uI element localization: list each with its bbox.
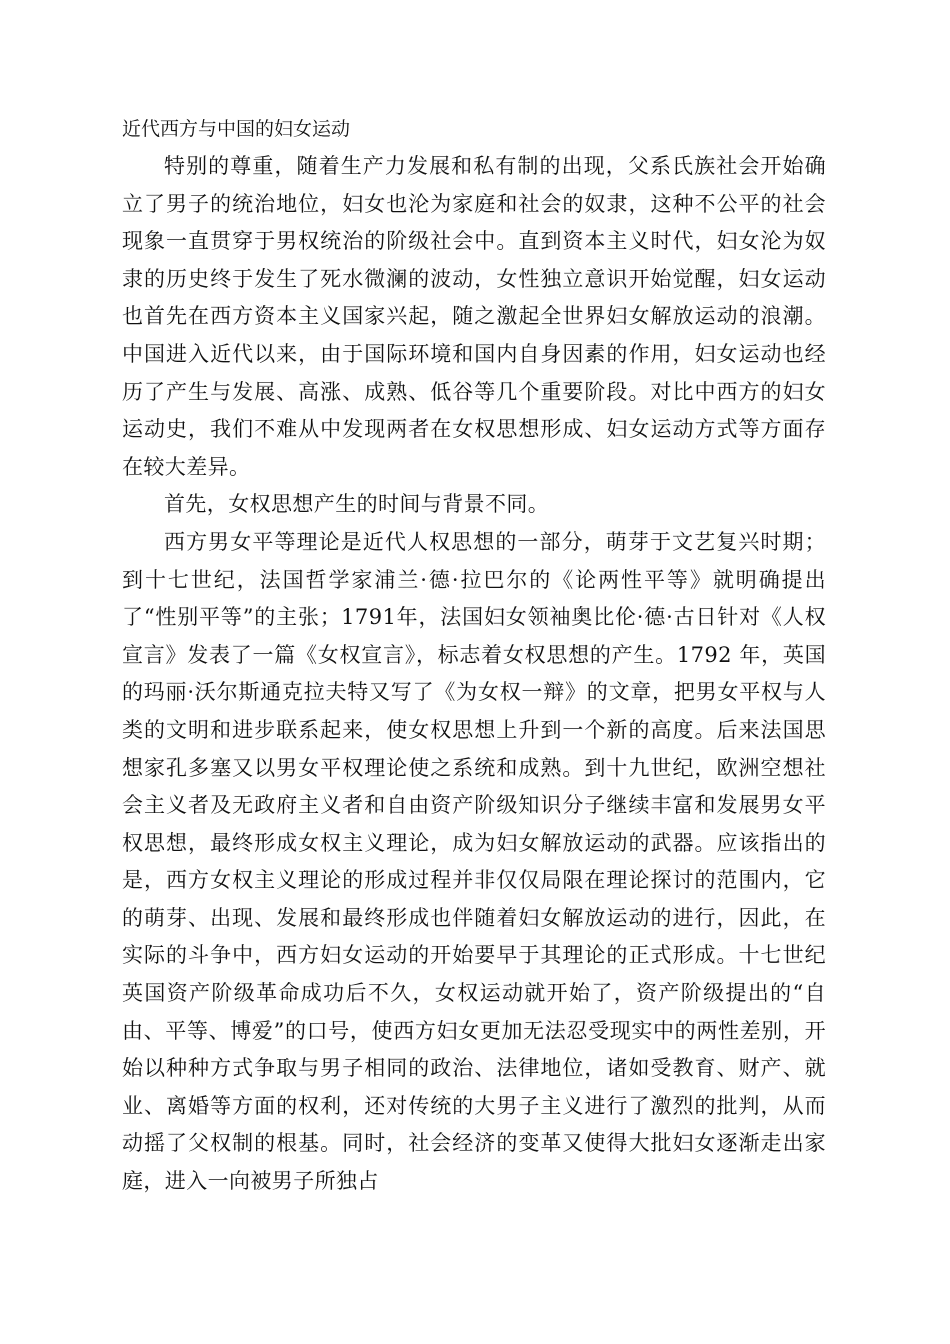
document-title: 近代西方与中国的妇女运动	[122, 118, 351, 140]
document-page	[122, 112, 826, 1201]
paragraph-intro: 特别的尊重，随着生产力发展和私有制的出现，父系氏族社会开始确立了男子的统治地位，妇女也沦为家庭和社会的奴隶，这种不公平的社会现象一直贯穿于男权统治的阶级社会中。直到资本主义时代，妇女沦为奴隶的历史终于发生了死水微澜的波动，女性独立意识开始觉醒，妇女运动也首先在西方资本主义国家兴起，随之激起全世界妇女解放运动的浪潮。中国进入近代以来，由于国际环境和国内自身因素的作用，妇女运动也经历了产生与发展、高涨、成熟、低谷等几个重要阶段。对比中西方的妇女运动史，我们不难从中发现两者在女权思想形成、妇女运动方式等方面存在较大差异。	[122, 154, 826, 479]
paragraph-heading-first: 首先，女权思想产生的时间与背景不同。	[164, 492, 550, 517]
paragraph-western-theory: 西方男女平等理论是近代人权思想的一部分，萌芽于文艺复兴时期；到十七世纪，法国哲学家浦兰·德·拉巴尔的《论两性平等》就明确提出了“性别平等”的主张；1791年，法国妇女领袖奥比伦·德·古日针对《人权宣言》发表了一篇《女权宣言》，标志着女权思想的产生。1792 年，英国的玛丽·沃尔斯通克拉夫特又写了《为女权一辩》的文章，把男女平权与人类的文明和进步联系起来，使女权思想上升到一个新的高度。后来法国思想家孔多塞又以男女平权理论使之系统和成熟。到十九世纪，欧洲空想社会主义者及无政府主义者和自由资产阶级知识分子继续丰富和发展男女平权思想，最终形成女权主义理论，成为妇女解放运动的武器。应该指出的是，西方女权主义理论的形成过程并非仅仅局限在理论探讨的范围内，它的萌芽、出现、发展和最终形成也伴随着妇女解放运动的进行，因此，在实际的斗争中，西方妇女运动的开始要早于其理论的正式形成。十七世纪英国资产阶级革命成功后不久，女权运动就开始了，资产阶级提出的“自由、平等、博爱”的口号，使西方妇女更加无法忍受现实中的两性差别，开始以种种方式争取与男子相同的政治、法律地位，诸如受教育、财产、就业、离婚等方面的权利，还对传统的大男子主义进行了激烈的批判，从而动摇了父权制的根基。同时，社会经济的变革又使得大批妇女逐渐走出家庭，进入一向被男子所独占	[122, 529, 826, 1194]
